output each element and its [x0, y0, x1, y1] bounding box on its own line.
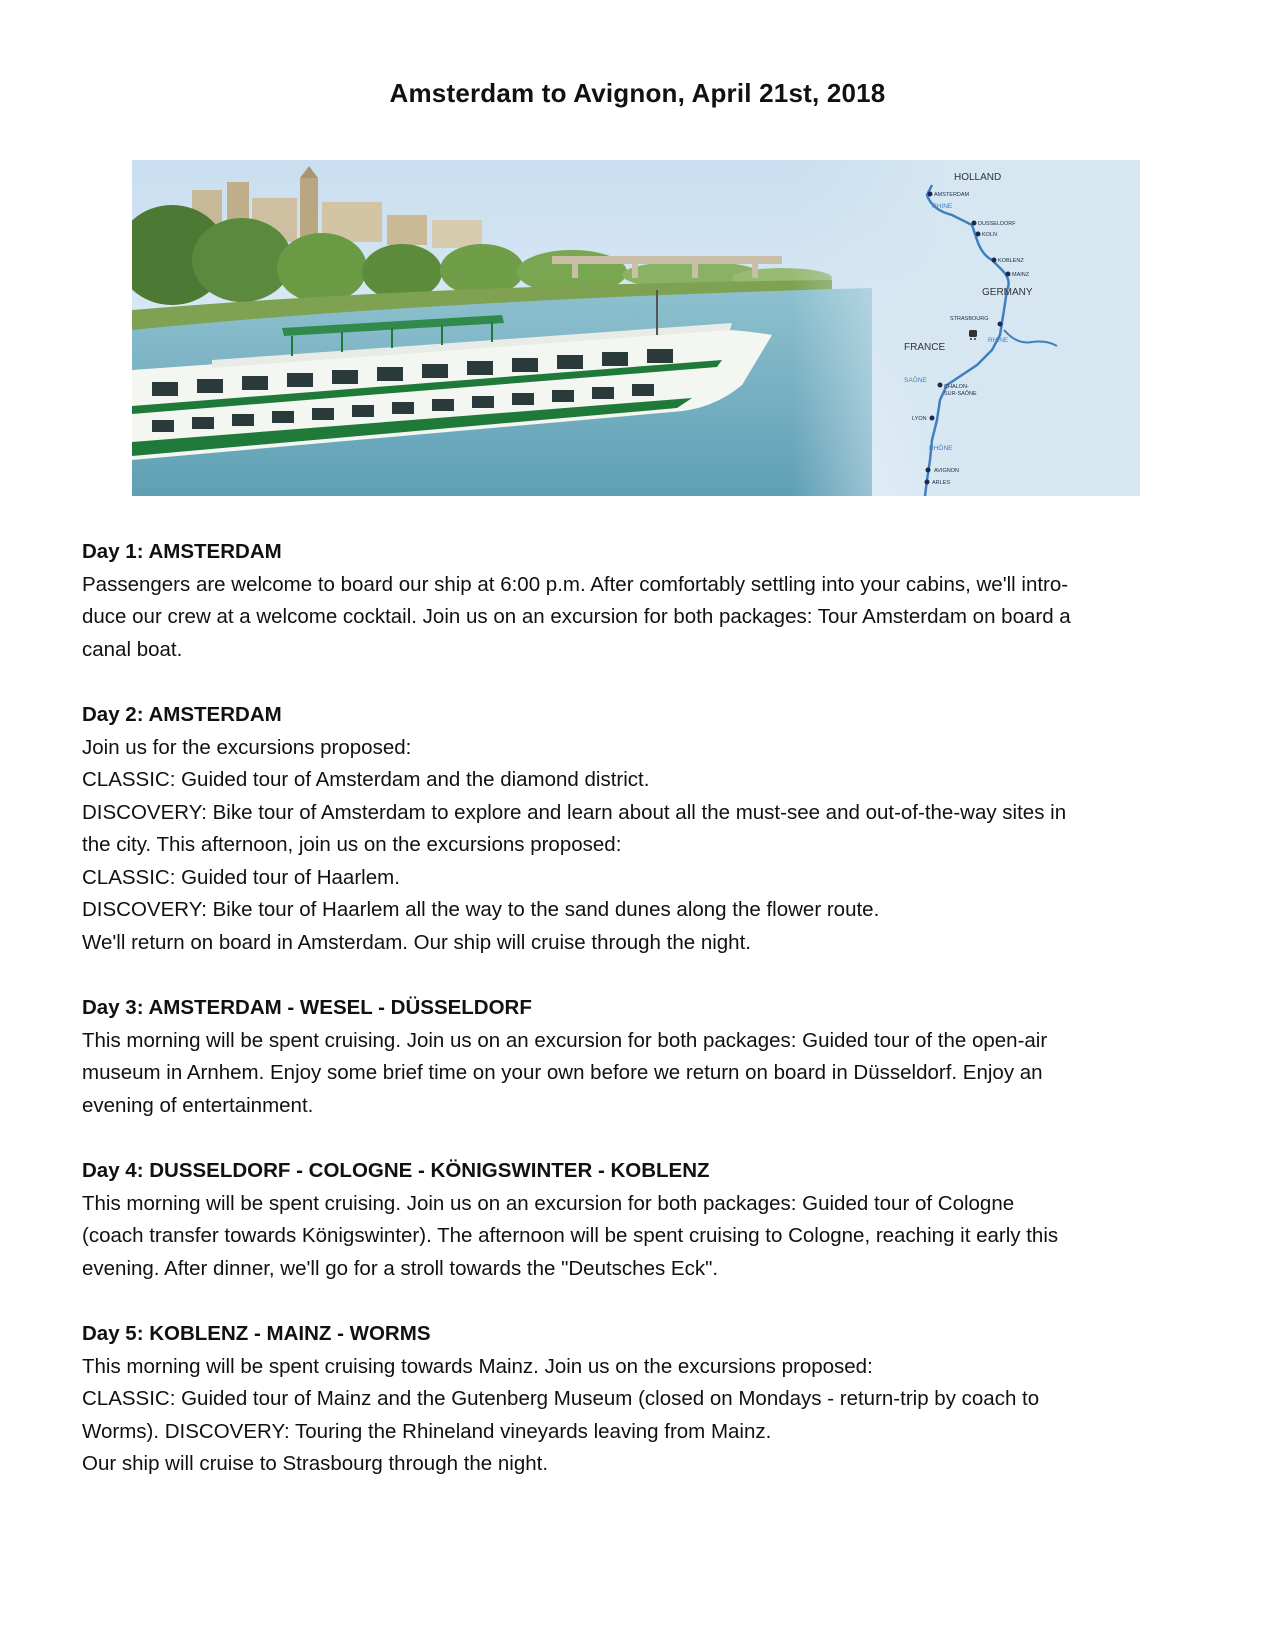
map-city-arles: ARLES	[932, 480, 951, 486]
day-text-line: This morning will be spent cruising towards Mainz. Join us on the excursions proposed:	[82, 1354, 873, 1378]
day-heading: Day 1: AMSTERDAM	[82, 540, 282, 563]
day-heading: Day 2: AMSTERDAM	[82, 703, 282, 726]
day-text-line: DISCOVERY: Bike tour of Amsterdam to explore and learn about all the must-see and out-of-the-way sites in	[82, 800, 1067, 824]
day-text-line: We'll return on board in Amsterdam. Our ship will cruise through the night.	[82, 930, 751, 954]
day-section	[82, 992, 1202, 1122]
map-label-germany: GERMANY	[982, 287, 1033, 298]
map-label-france: FRANCE	[904, 342, 946, 353]
day-text-line: (coach transfer towards Königswinter). The afternoon will be spent cruising to Cologne, reaching it early this	[82, 1224, 1059, 1247]
map-label-holland: HOLLAND	[954, 172, 1002, 183]
day-text-line: museum in Arnhem. Enjoy some brief time on your own before we return on board in Düsseldorf. Enjoy an	[82, 1061, 1043, 1084]
day-text-line: Join us for the excursions proposed:	[82, 735, 412, 759]
day-text-line: duce our crew at a welcome cocktail. Join us on an excursion for both packages: Tour Amsterdam on board a	[82, 605, 1071, 628]
day-text-line: evening. After dinner, we'll go for a stroll towards the "Deutsches Eck".	[82, 1256, 719, 1280]
day-section	[82, 1155, 1202, 1285]
day-text-line: This morning will be spent cruising. Join us on an excursion for both packages: Guided tour of Cologne	[82, 1191, 1015, 1215]
map-city-strasbourg: STRASBOURG	[950, 316, 989, 322]
day-text-line: CLASSIC: Guided tour of Haarlem.	[82, 865, 400, 889]
day-heading: Day 5: KOBLENZ - MAINZ - WORMS	[82, 1322, 431, 1345]
day-text-line: canal boat.	[82, 637, 183, 661]
itinerary	[82, 536, 1202, 1514]
day-text-line: DISCOVERY: Bike tour of Haarlem all the way to the sand dunes along the flower route.	[82, 898, 880, 921]
map-city-avignon: AVIGNON	[934, 468, 959, 474]
map-city-mainz: MAINZ	[1012, 272, 1030, 278]
map-city-chalon: CHALON-	[944, 384, 969, 390]
route-map-panel	[952, 160, 1140, 496]
map-city-koblenz: KOBLENZ	[998, 258, 1024, 264]
map-city-dusseldorf: DUSSELDORF	[978, 221, 1016, 227]
map-city-lyon: LYON	[912, 416, 927, 422]
page-title: Amsterdam to Avignon, April 21st, 2018	[389, 78, 886, 108]
day-text-line: the city. This afternoon, join us on the excursions proposed:	[82, 833, 622, 856]
day-section	[82, 536, 1202, 666]
map-city-amsterdam: AMSTERDAM	[934, 192, 970, 198]
day-heading: Day 3: AMSTERDAM - WESEL - DÜSSELDORF	[82, 996, 532, 1019]
map-river-rhine-1: RHINE	[932, 203, 953, 210]
hero-banner	[132, 160, 1140, 496]
map-river-saone: SAÔNE	[904, 377, 927, 384]
map-city-sur-saone: SUR-SAÔNE	[944, 391, 977, 397]
day-text-line: CLASSIC: Guided tour of Mainz and the Gutenberg Museum (closed on Mondays - return-trip by coach to	[82, 1387, 1040, 1410]
day-text-line: evening of entertainment.	[82, 1093, 314, 1117]
day-heading: Day 4: DUSSELDORF - COLOGNE - KÖNIGSWINTER - KOBLENZ	[82, 1159, 710, 1182]
day-text-line: Worms). DISCOVERY: Touring the Rhineland vineyards leaving from Mainz.	[82, 1419, 772, 1443]
day-text-line: Our ship will cruise to Strasbourg through the night.	[82, 1452, 549, 1475]
day-text-line: Passengers are welcome to board our ship at 6:00 p.m. After comfortably settling into your cabins, we'll intro-	[82, 572, 1069, 596]
map-city-koln: KOLN	[982, 232, 997, 238]
day-text-line: This morning will be spent cruising. Join us on an excursion for both packages: Guided tour of the open-air	[82, 1028, 1048, 1052]
day-section	[82, 1318, 1202, 1481]
day-text-line: CLASSIC: Guided tour of Amsterdam and the diamond district.	[82, 768, 650, 791]
hero-image	[132, 160, 1140, 496]
map-river-rhine-2: RHINE	[988, 337, 1009, 344]
day-section	[82, 699, 1202, 959]
map-river-rhone: RHÔNE	[929, 445, 953, 452]
